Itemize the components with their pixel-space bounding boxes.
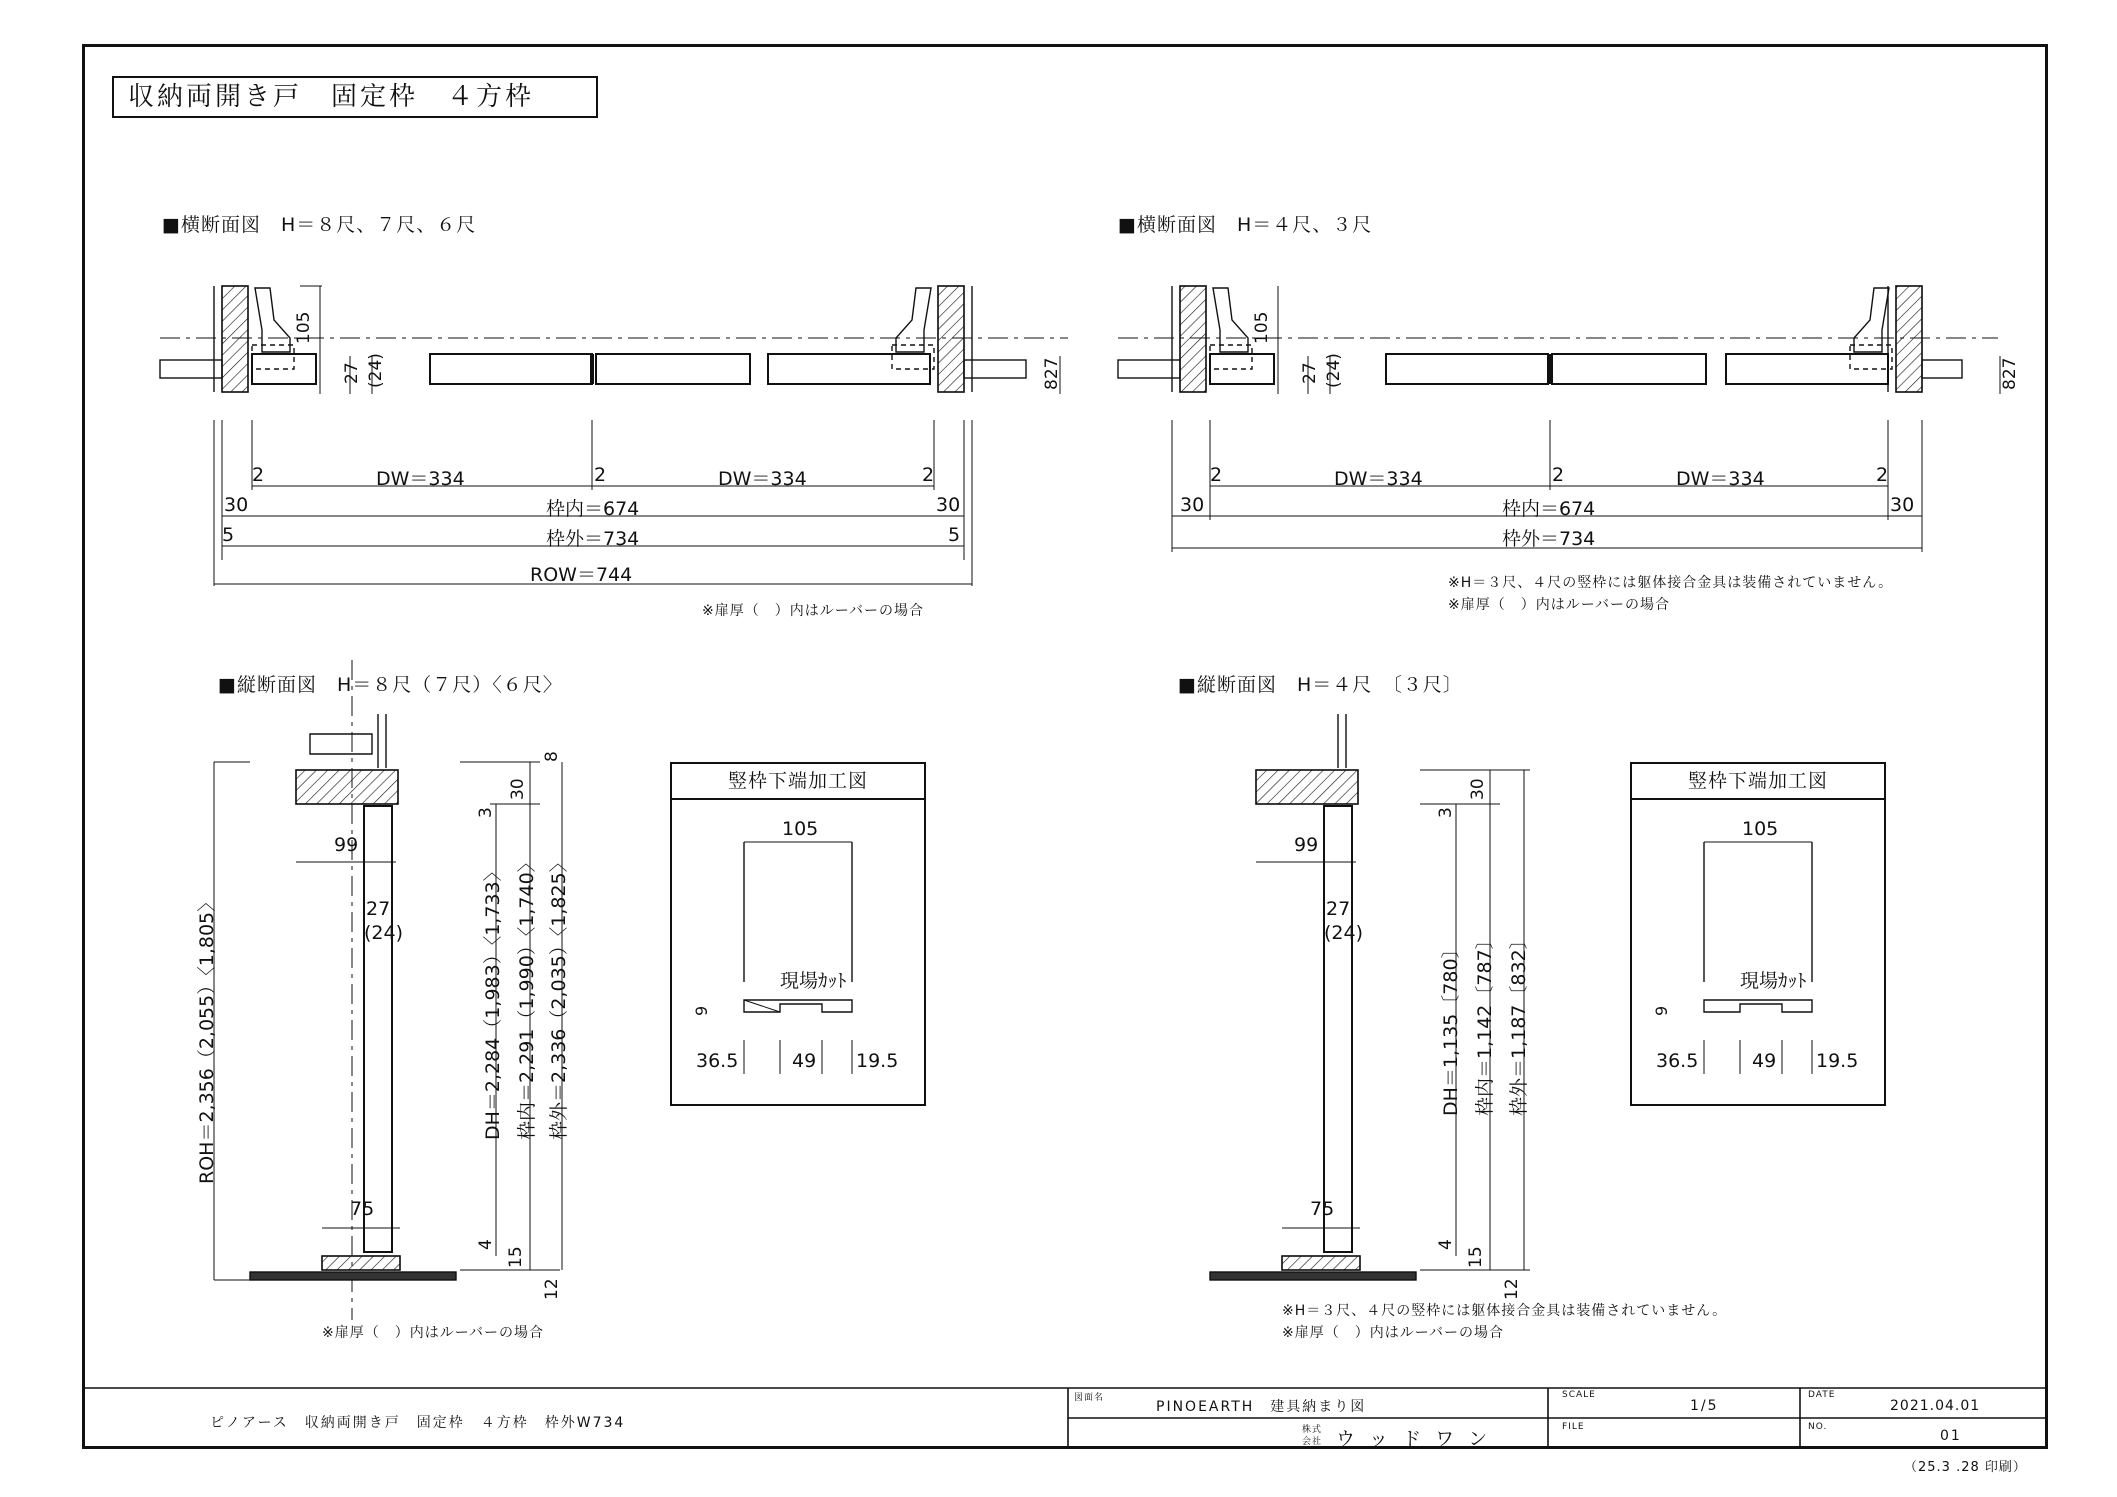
dim-frame-out-right-section: 枠外＝1,187〔832〕 (1508, 930, 1530, 1116)
dim-99-left: 99 (334, 834, 359, 856)
dim-15-right: 15 (1466, 1246, 1486, 1268)
dim-gap-r2: 2 (1552, 464, 1565, 486)
dim-dw-2: DW＝334 (718, 468, 807, 490)
dim-gap-r3: 2 (1876, 464, 1889, 486)
section-title-left-plan: ■横断面図 H＝８尺、７尺、６尺 (162, 214, 477, 236)
detail-title-left: 竪枠下端加工図 (672, 764, 924, 800)
detail-a-right: 36.5 (1656, 1050, 1699, 1072)
detail-cut-left: 現場ｶｯﾄ (780, 970, 847, 992)
dim-30-r-right: 30 (1890, 494, 1915, 516)
dim-30-section-left: 30 (508, 778, 528, 800)
dim-4-left: 4 (476, 1239, 496, 1250)
note-no-hardware-section: ※H＝３尺、４尺の竪枠には躯体接合金具は装備されていません。 (1282, 1303, 1728, 1319)
dim-30-left: 30 (224, 494, 249, 516)
dim-27-right: 27 (1300, 362, 1320, 384)
dim-827-right: 827 (2000, 357, 2020, 390)
dim-dw-1: DW＝334 (376, 468, 465, 490)
title-block-scale: 1/5 (1690, 1398, 1719, 1414)
note-no-hardware-plan: ※H＝３尺、４尺の竪枠には躯体接合金具は装備されていません。 (1448, 575, 1894, 591)
dim-gap-2: 2 (594, 464, 607, 486)
dim-24-section-right: (24) (1324, 922, 1364, 944)
dim-105-right: 105 (1252, 311, 1272, 344)
note-louver-left-plan: ※扉厚（ ）内はルーバーの場合 (702, 603, 925, 619)
dim-5-right: 5 (948, 524, 961, 546)
dim-gap-3: 2 (922, 464, 935, 486)
dim-3-left: 3 (476, 807, 496, 818)
title-block-product: ピノアース 収納両開き戸 固定枠 ４方枠 枠外W734 (210, 1415, 626, 1431)
dim-frame-in-right: 枠内＝674 (1502, 498, 1596, 520)
section-title-left-section: ■縦断面図 H＝８尺（７尺）〈６尺〉 (218, 674, 563, 696)
dim-30-section-right: 30 (1468, 778, 1488, 800)
title-block-file-label: FILE (1562, 1422, 1585, 1432)
dim-gap-1: 2 (252, 464, 265, 486)
dim-8-left: 8 (542, 751, 562, 762)
title-block-no: 01 (1940, 1428, 1962, 1444)
detail-c-left: 19.5 (856, 1050, 899, 1072)
dim-frame-in-left: 枠内＝2,291（1,990）〈1,740〉 (516, 853, 538, 1140)
detail-105-right: 105 (1742, 818, 1779, 840)
dim-12-left: 12 (542, 1278, 562, 1300)
dim-frame-out-left: 枠外＝2,336（2,035）〈1,825〉 (548, 853, 570, 1140)
dim-dw-r1: DW＝334 (1334, 468, 1423, 490)
dim-30-r-left: 30 (1180, 494, 1205, 516)
title-block-drawing-name: PINOEARTH 建具納まり図 (1156, 1399, 1367, 1415)
detail-cut-right: 現場ｶｯﾄ (1740, 970, 1807, 992)
dim-99-right: 99 (1294, 834, 1319, 856)
dim-frame-out: 枠外＝734 (546, 528, 640, 550)
dim-roh: ROH＝2,356（2,055）〈1,805〉 (196, 892, 218, 1184)
detail-b-left: 49 (792, 1050, 817, 1072)
note-louver-left-section: ※扉厚（ ）内はルーバーの場合 (322, 1325, 545, 1341)
detail-a-left: 36.5 (696, 1050, 739, 1072)
dim-24-section-left: (24) (364, 922, 404, 944)
dim-12-right: 12 (1502, 1278, 1522, 1300)
dim-frame-in-right-section: 枠内＝1,142〔787〕 (1474, 930, 1496, 1116)
dim-75-left: 75 (350, 1198, 375, 1220)
dim-27: 27 (342, 362, 362, 384)
note-louver-right-section: ※扉厚（ ）内はルーバーの場合 (1282, 1325, 1505, 1341)
dim-24-right: (24) (1324, 353, 1344, 388)
dim-15-left: 15 (506, 1246, 526, 1268)
dim-gap-r1: 2 (1210, 464, 1223, 486)
dim-30-right: 30 (936, 494, 961, 516)
detail-b-right: 49 (1752, 1050, 1777, 1072)
dim-27-section-right: 27 (1326, 898, 1351, 920)
note-louver-right-plan: ※扉厚（ ）内はルーバーの場合 (1448, 597, 1671, 613)
title-block-date-label: DATE (1808, 1390, 1836, 1400)
dim-row: ROW＝744 (530, 564, 633, 586)
dim-3-right: 3 (1436, 807, 1456, 818)
detail-105-left: 105 (782, 818, 819, 840)
title-block-company-label-2: 会社 (1302, 1437, 1323, 1447)
dim-75-right: 75 (1310, 1198, 1335, 1220)
title-block-date: 2021.04.01 (1890, 1398, 1981, 1414)
detail-9-left: 9 (692, 1005, 711, 1016)
dim-dh-left: DH＝2,284（1,983）〈1,733〉 (482, 862, 504, 1140)
dim-frame-in: 枠内＝674 (546, 498, 640, 520)
dim-dh-right: DH＝1,135〔780〕 (1440, 939, 1462, 1116)
detail-c-right: 19.5 (1816, 1050, 1859, 1072)
dim-105-left: 105 (294, 311, 314, 344)
dim-827-left: 827 (1042, 357, 1062, 390)
title-block-company-label-1: 株式 (1302, 1425, 1323, 1435)
section-title-right-section: ■縦断面図 H＝４尺 〔３尺〕 (1178, 674, 1463, 696)
title-block-company: ウ ッ ド ワ ン (1336, 1428, 1492, 1450)
dim-24: (24) (366, 353, 386, 388)
detail-title-right: 竪枠下端加工図 (1632, 764, 1884, 800)
dim-27-section-left: 27 (366, 898, 391, 920)
title-block-no-label: NO. (1808, 1422, 1828, 1432)
print-stamp: （25.3 .28 印刷） (1904, 1460, 2027, 1475)
section-title-right-plan: ■横断面図 H＝４尺、３尺 (1118, 214, 1373, 236)
dim-dw-r2: DW＝334 (1676, 468, 1765, 490)
dim-5-left: 5 (222, 524, 235, 546)
detail-9-right: 9 (1652, 1005, 1671, 1016)
dim-4-right: 4 (1436, 1239, 1456, 1250)
title-block-drawing-name-label: 図面名 (1074, 1393, 1105, 1403)
left-section-drawing (214, 660, 562, 1320)
title-block-scale-label: SCALE (1562, 1390, 1596, 1400)
dim-frame-out-right: 枠外＝734 (1502, 528, 1596, 550)
drawing-title: 収納両開き戸 固定枠 ４方枠 (112, 76, 598, 118)
